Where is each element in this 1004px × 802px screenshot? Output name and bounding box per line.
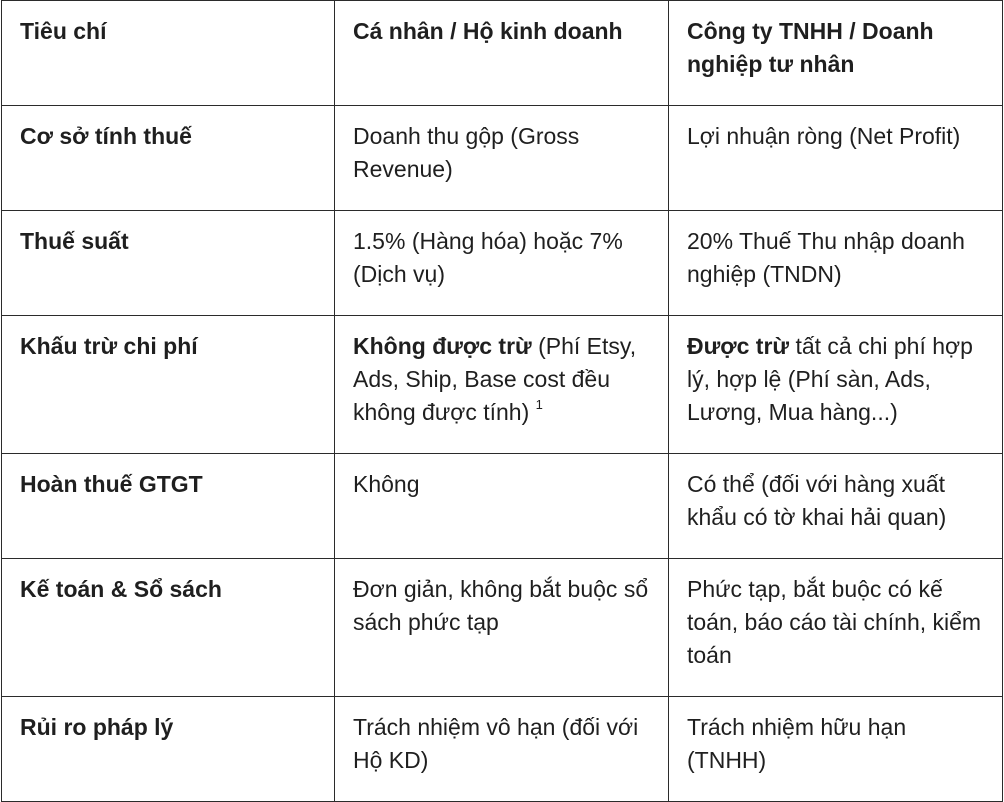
- table-row: [2, 454, 1003, 559]
- row-individual: Đơn giản, không bắt buộc sổ sách phức tạp: [335, 559, 669, 697]
- header-criterion: Tiêu chí: [2, 1, 335, 106]
- row-criterion: Hoàn thuế GTGT: [2, 454, 335, 559]
- table-row: [2, 106, 1003, 211]
- row-criterion: Thuế suất: [2, 211, 335, 316]
- header-individual: Cá nhân / Hộ kinh doanh: [335, 1, 669, 106]
- table-row: [2, 559, 1003, 697]
- table-row: [2, 316, 1003, 454]
- row-individual: Doanh thu gộp (Gross Revenue): [335, 106, 669, 211]
- row-individual: [335, 316, 669, 454]
- row-company: 20% Thuế Thu nhập doanh nghiệp (TNDN): [669, 211, 1003, 316]
- row-company: Trách nhiệm hữu hạn (TNHH): [669, 697, 1003, 802]
- company-rest-text: tất cả chi phí hợp lý, hợp lệ (Phí sàn, Ads, Lương, Mua hàng...): [687, 333, 973, 425]
- row-criterion: Khấu trừ chi phí: [2, 316, 335, 454]
- row-individual: Không: [335, 454, 669, 559]
- company-strong-text: Được trừ: [687, 333, 790, 359]
- row-individual: 1.5% (Hàng hóa) hoặc 7% (Dịch vụ): [335, 211, 669, 316]
- row-individual: Trách nhiệm vô hạn (đối với Hộ KD): [335, 697, 669, 802]
- row-criterion: Kế toán & Sổ sách: [2, 559, 335, 697]
- row-criterion: Cơ sở tính thuế: [2, 106, 335, 211]
- footnote-marker: 1: [535, 397, 543, 413]
- individual-strong-text: Không được trừ: [353, 333, 532, 359]
- row-company: Lợi nhuận ròng (Net Profit): [669, 106, 1003, 211]
- row-criterion: Rủi ro pháp lý: [2, 697, 335, 802]
- table-header-row: [2, 1, 1003, 106]
- table-row: [2, 697, 1003, 802]
- row-company: [669, 316, 1003, 454]
- comparison-table: [1, 0, 1003, 802]
- table-row: [2, 211, 1003, 316]
- individual-rest-text: (Phí Etsy, Ads, Ship, Base cost đều không được tính): [353, 333, 637, 425]
- row-company: Có thể (đối với hàng xuất khẩu có tờ khai hải quan): [669, 454, 1003, 559]
- header-company: Công ty TNHH / Doanh nghiệp tư nhân: [669, 1, 1003, 106]
- row-company: Phức tạp, bắt buộc có kế toán, báo cáo tài chính, kiểm toán: [669, 559, 1003, 697]
